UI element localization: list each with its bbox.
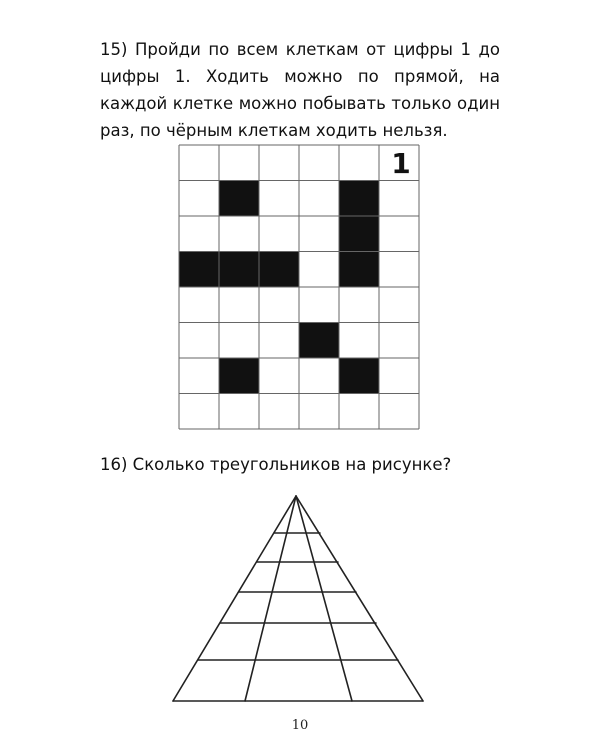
black-cell — [219, 358, 259, 394]
black-cell — [339, 181, 379, 217]
black-cell — [339, 216, 379, 252]
black-cell — [259, 252, 299, 288]
task-15-text: 15) Пройди по всем клеткам от цифры 1 до цифры 1. Ходить можно по прямой, на каждой клетке можно побывать только один раз, по чёрным клеткам ходить нельзя. — [100, 40, 500, 140]
maze-grid — [177, 143, 423, 431]
task-16-text: 16) Сколько треугольников на рисунке? — [100, 455, 452, 474]
page-number: 10 — [291, 718, 309, 733]
triangle-left-side — [173, 496, 296, 701]
triangle-right-side — [296, 496, 423, 701]
black-cell — [219, 252, 259, 288]
black-cell — [179, 252, 219, 288]
black-cell — [299, 323, 339, 359]
black-cell — [219, 181, 259, 217]
black-cell — [339, 358, 379, 394]
start-digit-marker: 1 — [391, 146, 411, 180]
triangle-figure — [165, 492, 435, 712]
triangle-ray-2 — [296, 496, 352, 701]
grid-lines — [179, 145, 419, 429]
black-cell — [339, 252, 379, 288]
triangle-ray-1 — [245, 496, 296, 701]
